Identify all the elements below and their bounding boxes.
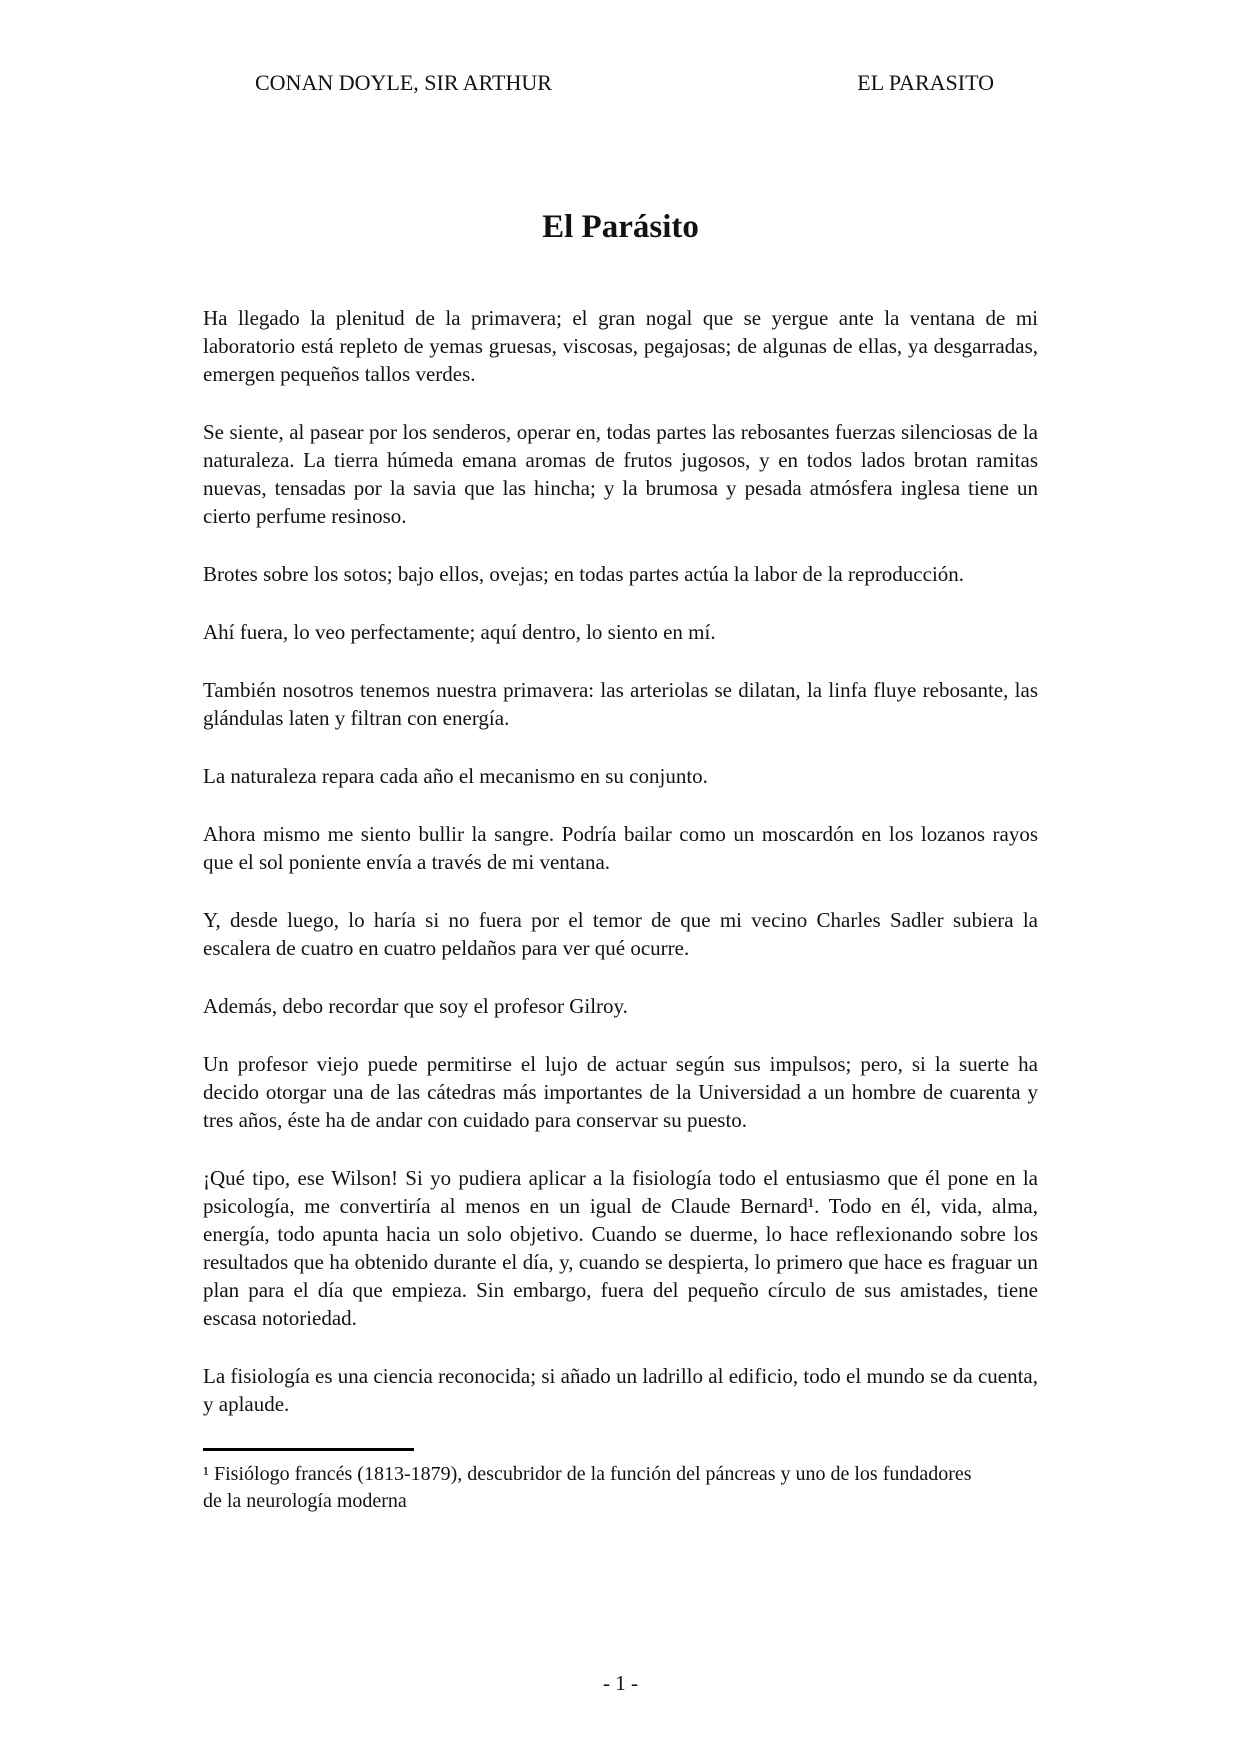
paragraph: Además, debo recordar que soy el profesor Gilroy. [203,994,628,1018]
header-book-title: EL PARASITO [857,70,994,95]
paragraph: La fisiología es una ciencia reconocida; si añado un ladrillo al edificio, todo el mundo se da cuenta, y aplaude. [203,1364,1038,1416]
document-title: El Parásito [542,209,699,245]
footnote: ¹ Fisiólogo francés (1813-1879), descubridor de la función del páncreas y uno de los fundadores de la neurología moderna [203,1463,972,1512]
page-number: - 1 - [603,1671,638,1695]
paragraph: Ahora mismo me siento bullir la sangre. Podría bailar como un moscardón en los lozanos rayos que el sol poniente envía a través de mi ventana. [203,822,1038,874]
paragraph: Ha llegado la plenitud de la primavera; el gran nogal que se yergue ante la ventana de mi laboratorio está repleto de yemas gruesas, viscosas, pegajosas; de algunas de ellas, ya desgarradas, emergen pequeños tallos verdes. [203,306,1038,386]
running-header [203,70,1038,96]
paragraph: También nosotros tenemos nuestra primavera: las arteriolas se dilatan, la linfa fluye rebosante, las glándulas laten y filtran con energía. [203,678,1038,730]
paragraph: Se siente, al pasear por los senderos, operar en, todas partes las rebosantes fuerzas silenciosas de la naturaleza. La tierra húmeda emana aromas de frutos jugosos, y en todos lados brotan ramitas nuevas, tensadas por la savia que las hincha; y la brumosa y pesada atmósfera inglesa tiene un cierto perfume resinoso. [203,420,1038,528]
paragraph: ¡Qué tipo, ese Wilson! Si yo pudiera aplicar a la fisiología todo el entusiasmo que él pone en la psicología, me convertiría al menos en un igual de Claude Bernard¹. Todo en él, vida, alma, energía, todo apunta hacia un solo objetivo. Cuando se duerme, lo hace reflexionando sobre los resultados que ha obtenido durante el día, y, cuando se despierta, lo primero que hace es fraguar un plan para el día que empieza. Sin embargo, fuera del pequeño círculo de sus amistades, tiene escasa notoriedad. [203,1166,1038,1330]
document-body [203,304,1038,1418]
paragraph: Brotes sobre los sotos; bajo ellos, ovejas; en todas partes actúa la labor de la reproducción. [203,562,965,586]
paragraph: Ahí fuera, lo veo perfectamente; aquí dentro, lo siento en mí. [203,620,716,644]
paragraph: Un profesor viejo puede permitirse el lujo de actuar según sus impulsos; pero, si la suerte ha decido otorgar una de las cátedras más importantes de la Universidad a un hombre de cuarenta y tres años, éste ha de andar con cuidado para conservar su puesto. [203,1052,1038,1132]
paragraph: La naturaleza repara cada año el mecanismo en su conjunto. [203,764,708,788]
footnote-separator [203,1448,414,1451]
paragraph: Y, desde luego, lo haría si no fuera por el temor de que mi vecino Charles Sadler subiera la escalera de cuatro en cuatro peldaños para ver qué ocurre. [203,908,1038,960]
header-author: CONAN DOYLE, SIR ARTHUR [255,70,552,95]
